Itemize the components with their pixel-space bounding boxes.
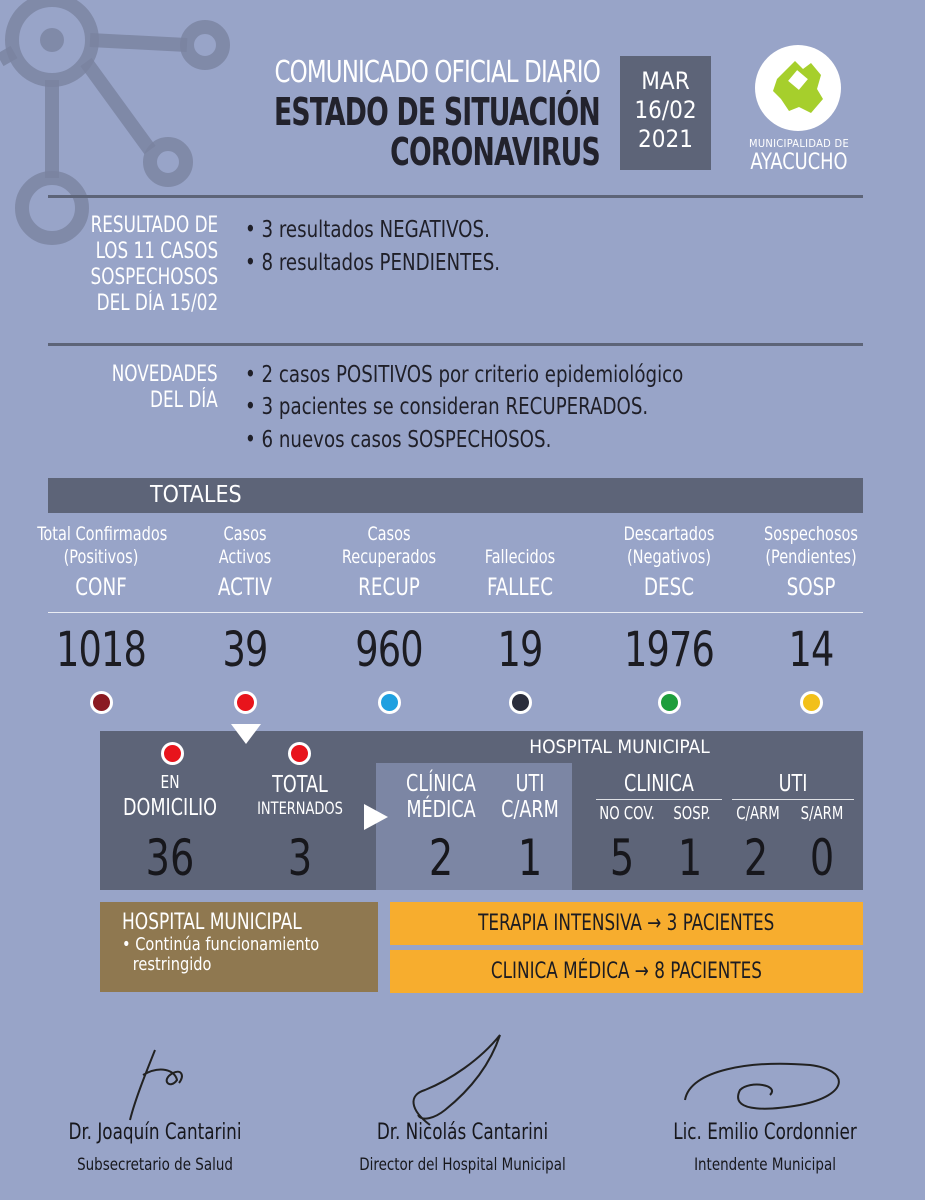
result-item: • 8 resultados PENDIENTES. xyxy=(245,250,501,276)
total-label-line2: Activos xyxy=(218,546,272,568)
results-label-line: SOSPECHOSOS xyxy=(90,265,218,290)
header-subtitle: COMUNICADO OFICIAL DIARIO xyxy=(274,55,600,90)
header-title-2: CORONAVIRUS xyxy=(390,130,600,174)
clinica-underline xyxy=(596,799,722,800)
sosp-value: 1 xyxy=(677,829,703,887)
uti-carm-value: 1 xyxy=(517,829,543,887)
status-dot-icon xyxy=(234,691,257,714)
news-label-line: NOVEDADES xyxy=(111,362,218,387)
date-daymonth: 16/02 xyxy=(634,96,697,124)
date-box xyxy=(620,56,711,170)
clinic-text: CLINICA MÉDICA → 8 PACIENTES xyxy=(491,959,762,984)
total-label-line1: Casos xyxy=(223,523,267,545)
status-dot-icon xyxy=(378,691,401,714)
status-dot-icon xyxy=(509,691,532,714)
signature-icon xyxy=(670,1050,860,1120)
total-label-line2: Recuperados xyxy=(341,546,437,568)
totals-title: TOTALES xyxy=(48,478,863,513)
news-item: • 2 casos POSITIVOS por criterio epidemiológico xyxy=(245,362,684,388)
clinica-medica-label-1: CLÍNICA xyxy=(406,771,476,797)
hospital-notice-line: • Continúa funcionamiento xyxy=(122,934,320,955)
domicilio-label-1: EN xyxy=(160,772,180,793)
total-code: SOSP xyxy=(786,573,836,601)
arrow-down-icon xyxy=(231,724,261,746)
signature-role: Intendente Municipal xyxy=(694,1155,836,1175)
news-item: • 3 pacientes se consideran RECUPERADOS. xyxy=(245,394,649,420)
internados-label-2: INTERNADOS xyxy=(257,799,343,819)
domicilio-label-2: DOMICILIO xyxy=(122,795,218,821)
signature-role: Director del Hospital Municipal xyxy=(359,1155,566,1175)
red-dot-icon xyxy=(161,742,184,765)
carm-label: C/ARM xyxy=(736,803,780,824)
hospital-notice xyxy=(100,902,378,992)
total-code: CONF xyxy=(75,573,127,601)
intensive-care-text: TERAPIA INTENSIVA → 3 PACIENTES xyxy=(478,911,775,936)
intensive-care-banner xyxy=(390,902,863,945)
total-label-line2: (Positivos) xyxy=(63,546,139,568)
total-code: RECUP xyxy=(358,573,420,601)
total-label-line2: Fallecidos xyxy=(484,546,556,568)
clinica-medica-label-2: MÉDICA xyxy=(406,797,476,823)
total-value: 19 xyxy=(497,622,543,678)
municipality-logo xyxy=(755,45,841,131)
sosp-label: SOSP. xyxy=(673,803,711,824)
signature-name: Lic. Emilio Cordonnier xyxy=(673,1120,857,1145)
results-label xyxy=(68,213,218,317)
total-code: ACTIV xyxy=(217,573,273,601)
divider xyxy=(48,343,863,346)
news-label xyxy=(93,362,218,414)
map-icon xyxy=(755,45,841,131)
status-dot-icon xyxy=(658,691,681,714)
header-title: ESTADO DE SITUACIÓN xyxy=(273,90,600,134)
hospital-title: HOSPITAL MUNICIPAL xyxy=(376,731,863,763)
total-code: DESC xyxy=(643,573,695,601)
news-item: • 6 nuevos casos SOSPECHOSOS. xyxy=(245,427,552,453)
total-value: 14 xyxy=(788,622,834,678)
totals-divider xyxy=(48,612,863,613)
total-label-line1: Descartados xyxy=(623,523,715,545)
signature-name: Dr. Nicolás Cantarini xyxy=(376,1120,549,1145)
date-day: MAR xyxy=(641,67,690,95)
signature-role: Subsecretario de Salud xyxy=(77,1155,233,1175)
signature-name: Dr. Joaquín Cantarini xyxy=(68,1120,242,1145)
hospital-notice-line: restringido xyxy=(132,954,212,975)
no-cov-label: NO COV. xyxy=(599,803,655,824)
total-value: 39 xyxy=(222,622,268,678)
clinic-banner xyxy=(390,950,863,993)
results-label-line: LOS 11 CASOS xyxy=(95,239,218,264)
divider xyxy=(48,195,863,198)
uti-carm-label-1: UTI xyxy=(515,771,545,797)
total-label-line1: Total Confirmados xyxy=(37,523,168,545)
total-label-line2: (Negativos) xyxy=(626,546,712,568)
total-label-line1: Casos xyxy=(367,523,411,545)
hospital-notice-title: HOSPITAL MUNICIPAL xyxy=(122,910,302,935)
status-dot-icon xyxy=(90,691,113,714)
internados-value: 3 xyxy=(287,829,313,887)
logo-text-bottom: AYACUCHO xyxy=(750,150,848,175)
total-code: FALLEC xyxy=(486,573,554,601)
uti-carm-label-2: C/ARM xyxy=(501,797,559,823)
signature-icon xyxy=(400,1030,510,1130)
total-value: 1018 xyxy=(56,622,146,678)
no-cov-value: 5 xyxy=(609,829,635,887)
results-label-line: DEL DÍA 15/02 xyxy=(96,291,218,316)
clinica-medica-value: 2 xyxy=(428,829,454,887)
news-label-line: DEL DÍA xyxy=(150,388,218,413)
total-label-line1: Sospechosos xyxy=(764,523,858,545)
uti-underline xyxy=(732,799,854,800)
red-dot-icon xyxy=(288,742,311,765)
total-label-line2: (Pendientes) xyxy=(765,546,857,568)
status-dot-icon xyxy=(800,691,823,714)
internados-label-1: TOTAL xyxy=(272,772,328,798)
signature-icon xyxy=(115,1045,205,1125)
domicilio-value: 36 xyxy=(145,829,195,887)
sarm-label: S/ARM xyxy=(800,803,844,824)
total-value: 960 xyxy=(355,622,423,678)
results-label-line: RESULTADO DE xyxy=(90,213,218,238)
date-year: 2021 xyxy=(638,125,693,153)
arrow-right-icon xyxy=(364,804,390,830)
result-item: • 3 resultados NEGATIVOS. xyxy=(245,217,490,243)
total-value: 1976 xyxy=(624,622,714,678)
sarm-value: 0 xyxy=(809,829,835,887)
carm-value: 2 xyxy=(743,829,769,887)
logo-text-top: MUNICIPALIDAD DE xyxy=(748,137,850,150)
clinica-group-title: CLINICA xyxy=(624,771,694,797)
uti-group-title: UTI xyxy=(778,771,808,797)
